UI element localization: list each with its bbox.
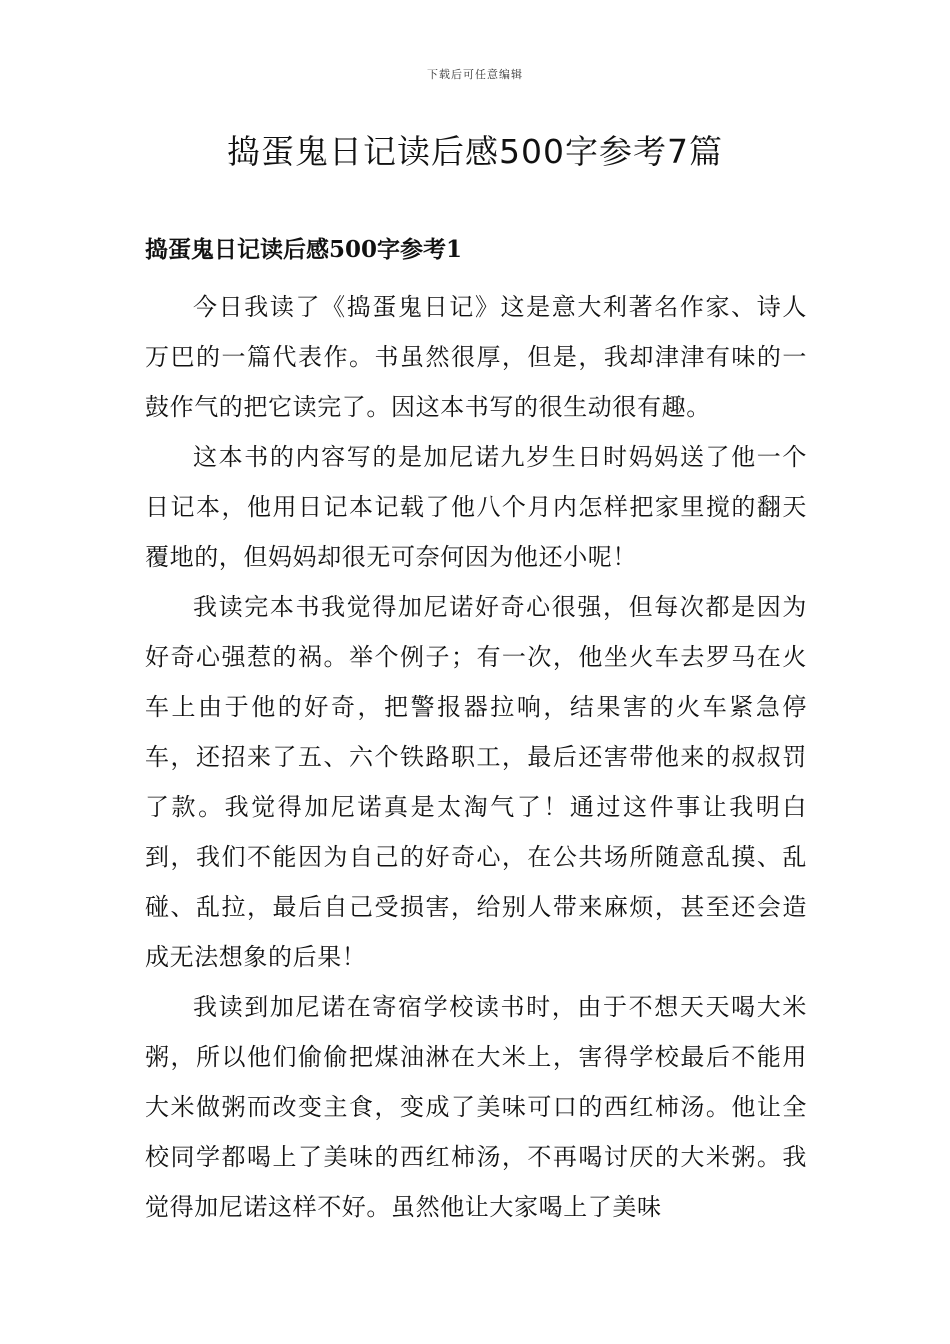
paragraph: 我读完本书我觉得加尼诺好奇心很强，但每次都是因为好奇心强惹的祸。举个例子；有一次，他坐火车去罗马在火车上由于他的好奇，把警报器拉响，结果害的火车紧急停车，还招来了五、六个铁路职工，最后还害带他来的叔叔罚了款。我觉得加尼诺真是太淘气了！通过这件事让我明白到，我们不能因为自己的好奇心，在公共场所随意乱摸、乱碰、乱拉，最后自己受损害，给别人带来麻烦，甚至还会造成无法想象的后果！ bbox=[145, 593, 807, 971]
body-text bbox=[145, 282, 807, 1232]
document-title: 捣蛋鬼日记读后感500字参考7篇 bbox=[227, 132, 723, 171]
paragraph: 我读到加尼诺在寄宿学校读书时，由于不想天天喝大米粥，所以他们偷偷把煤油淋在大米上，害得学校最后不能用大米做粥而改变主食，变成了美味可口的西红柿汤。他让全校同学都喝上了美味的西红柿汤，不再喝讨厌的大米粥。我觉得加尼诺这样不好。虽然他让大家喝上了美味 bbox=[145, 993, 807, 1221]
paragraph: 今日我读了《捣蛋鬼日记》这是意大利著名作家、诗人万巴的一篇代表作。书虽然很厚，但是，我却津津有味的一鼓作气的把它读完了。因这本书写的很生动很有趣。 bbox=[145, 293, 807, 421]
header-note: 下载后可任意编辑 bbox=[427, 68, 523, 81]
section-heading: 捣蛋鬼日记读后感500字参考1 bbox=[145, 236, 463, 263]
paragraph: 这本书的内容写的是加尼诺九岁生日时妈妈送了他一个日记本，他用日记本记载了他八个月内怎样把家里搅的翻天覆地的，但妈妈却很无可奈何因为他还小呢！ bbox=[145, 443, 807, 571]
